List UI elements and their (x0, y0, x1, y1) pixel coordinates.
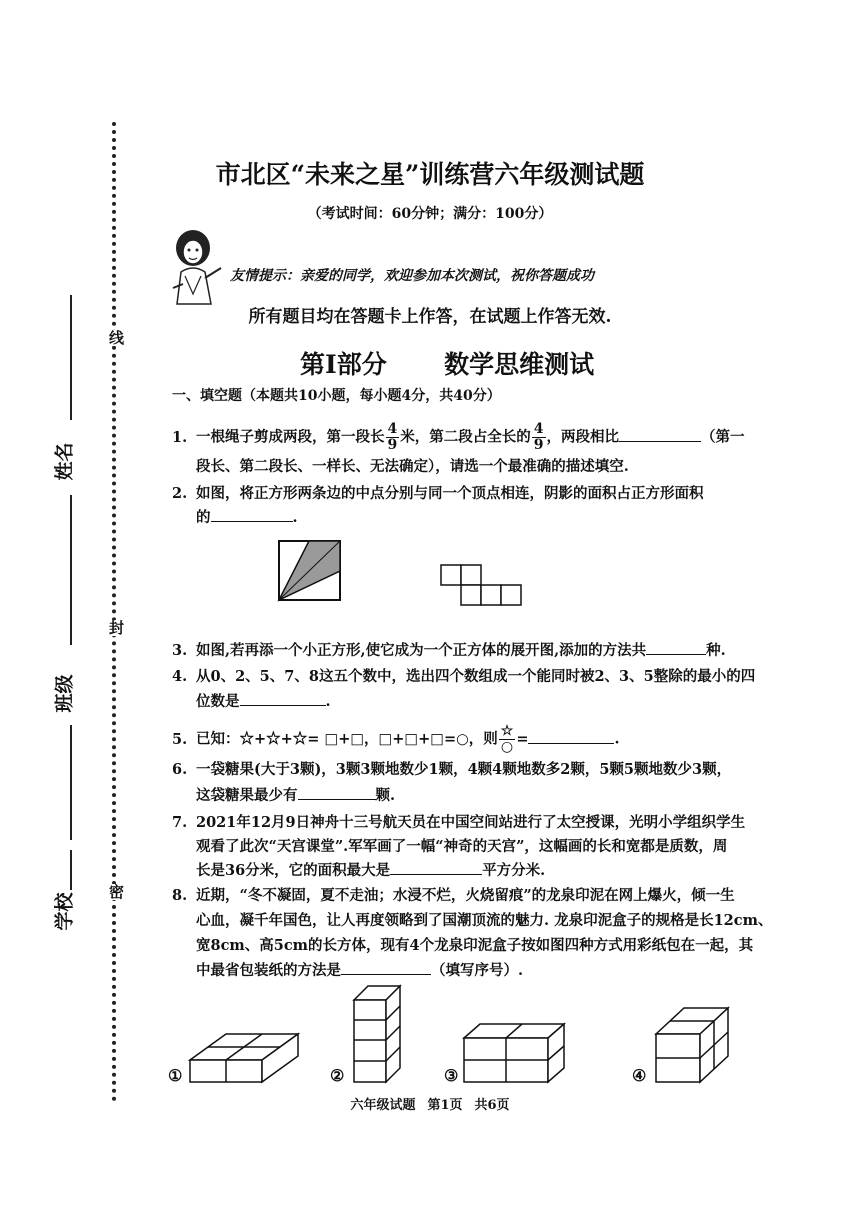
option-3-label: ③ (444, 1066, 459, 1085)
q1-text-d: （第一 (701, 428, 745, 446)
q8-text-b: （填写序号）. (431, 962, 524, 979)
teacher-cartoon-icon (165, 228, 225, 306)
binding-char-xian: 线 (109, 329, 125, 347)
fraction-4-9-second (532, 422, 546, 453)
question-number: 6. (172, 761, 188, 778)
question-8-line3: 宽8cm、高5cm的长方体，现有4个龙泉印泥盒子按如图四种方式用彩纸包在一起，其 (196, 937, 754, 954)
question-4-line2 (172, 691, 331, 713)
hint-text: 亲爱的同学，欢迎参加本次测试，祝你答题成功 (300, 268, 594, 284)
question-8-line4 (172, 960, 523, 982)
question-2 (172, 483, 704, 505)
part-name: 数学思维测试 (444, 350, 595, 379)
answer-blank (211, 507, 293, 522)
q5-text-b: = (516, 730, 529, 748)
answer-notice: 所有题目均在答题卡上作答，在试题上作答无效. (248, 307, 612, 327)
q5-text-c: . (614, 730, 620, 748)
fraction-4-9 (386, 422, 400, 453)
page-footer (0, 1094, 860, 1113)
question-number: 7. (172, 814, 188, 831)
question-1 (172, 422, 745, 453)
q7-text-a: 长是36分米，它的面积最大是 (196, 862, 391, 879)
question-7 (172, 812, 745, 834)
binding-char-mi: 密 (109, 883, 125, 901)
question-number: 3. (172, 642, 188, 659)
question-6 (172, 759, 731, 781)
exam-info: （考试时间：60分钟；满分：100分） (307, 206, 553, 222)
q3-text-b: 种. (706, 642, 726, 659)
footer-total: 共6页 (474, 1098, 510, 1113)
q6-line1: 一袋糖果(大于3颗)，3颗3颗地数少1颗，4颗4颗地数多2颗，5颗5颗地数少3颗， (196, 761, 732, 778)
q7-line1: 2021年12月9日神舟十三号航天员在中国空间站进行了太空授课，光明小学组织学生 (196, 814, 746, 831)
answer-blank (298, 785, 376, 800)
q8-line1: 近期，“冬不凝固，夏不走油；水浸不烂，火烧留痕”的龙泉印泥在网上爆火，倾一生 (196, 887, 735, 904)
q3-text-a: 如图,若再添一个小正方形,使它成为一个正方体的展开图,添加的方法共 (196, 642, 647, 659)
question-8-line2: 心血，凝千年国色，让人再度领略到了国潮顶流的魅力. 龙泉印泥盒子的规格是长12cm、 (196, 912, 773, 929)
friendly-hint (230, 265, 594, 285)
name-line-lower (70, 495, 72, 645)
part-heading (300, 345, 594, 381)
footer-grade: 六年级试题 (350, 1098, 416, 1113)
question-7-line3 (172, 860, 545, 882)
q1-text-a: 一根绳子剪成两段，第一段长 (196, 428, 385, 446)
answer-blank (528, 729, 614, 744)
answer-blank (646, 640, 706, 655)
question-number: 2. (172, 485, 188, 502)
option-1-label: ① (168, 1066, 183, 1085)
option-3-boxes (462, 1022, 566, 1084)
q1-text-c: ，两段相比 (546, 428, 619, 446)
fraction-star-circle (499, 724, 516, 755)
q8-text-a: 中最省包装纸的方法是 (196, 962, 341, 979)
question-4 (172, 666, 755, 688)
section-heading: 一、填空题（本题共10小题，每小题4分，共40分） (172, 388, 501, 404)
question-number: 5. (172, 730, 188, 748)
numerator: 4 (533, 421, 544, 437)
answer-blank (240, 691, 326, 706)
numerator: ☆ (500, 723, 514, 739)
binding-char-feng: 封 (109, 619, 125, 637)
hint-label: 友情提示： (230, 268, 300, 284)
school-label: 学校 (53, 892, 76, 931)
class-line (70, 725, 72, 840)
q2-square-figure (278, 540, 342, 602)
question-3 (172, 640, 726, 662)
q2-text-a: 的 (196, 509, 211, 526)
q6-text-a: 这袋糖果最少有 (196, 787, 298, 804)
denominator: ○ (500, 739, 514, 755)
q6-text-b: 颗. (375, 787, 396, 804)
numerator: 4 (387, 421, 398, 437)
question-6-line2 (172, 785, 395, 807)
question-5 (172, 724, 620, 755)
option-4-boxes (654, 1006, 730, 1084)
denominator: 9 (387, 437, 398, 453)
binding-dotted-line (112, 122, 116, 1102)
q2-text-b: . (292, 509, 298, 526)
option-1-boxes (188, 1028, 300, 1084)
page-title: 市北区“未来之星”训练营六年级测试题 (215, 160, 645, 189)
class-label: 班级 (53, 674, 76, 713)
q4-text-b: . (325, 693, 331, 710)
q2-line1: 如图，将正方形两条边的中点分别与同一个顶点相连，阴影的面积占正方形面积 (196, 485, 704, 502)
option-2-label: ② (330, 1066, 345, 1085)
option-2-boxes (352, 984, 402, 1084)
q1-text-b: 米，第二段占全长的 (400, 428, 531, 446)
question-number: 8. (172, 887, 188, 904)
question-1-line2: 段长、第二段长、一样长、无法确定），请选一个最准确的描述填空. (196, 458, 629, 475)
option-4-label: ④ (632, 1066, 647, 1085)
answer-blank (341, 960, 431, 975)
question-number: 1. (172, 428, 188, 446)
question-number: 4. (172, 668, 188, 685)
q5-text-a: 已知：☆+☆+☆= □+□，□+□+□=○，则 (196, 730, 498, 748)
name-label: 姓名 (53, 442, 76, 481)
question-8 (172, 885, 735, 907)
answer-blank (619, 427, 701, 442)
q7-text-b: 平方分米. (482, 862, 546, 879)
question-2-line2 (172, 507, 298, 529)
school-line (70, 850, 72, 890)
q4-line1: 从0、2、5、7、8这五个数中，选出四个数组成一个能同时被2、3、5整除的最小的四 (196, 668, 756, 685)
part-label: 第Ⅰ部分 (300, 350, 387, 379)
question-7-line2: 观看了此次“天宫课堂”.军军画了一幅“神奇的天宫”，这幅画的长和宽都是质数，周 (196, 838, 728, 855)
q3-net-figure (440, 564, 522, 606)
denominator: 9 (533, 437, 544, 453)
q4-text-a: 位数是 (196, 693, 240, 710)
footer-page: 第1页 (427, 1098, 463, 1113)
answer-blank (390, 860, 482, 875)
